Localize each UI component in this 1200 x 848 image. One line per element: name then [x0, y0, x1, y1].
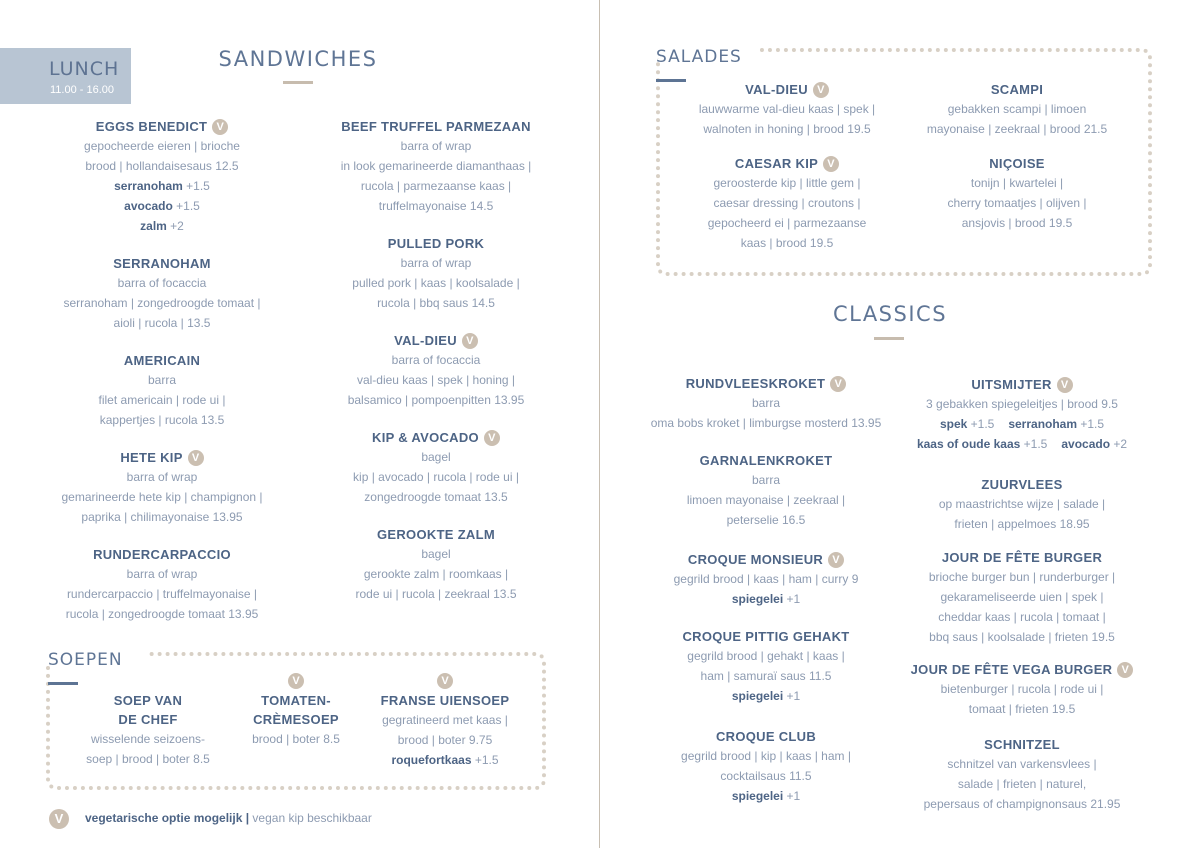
item-description: caesar dressing | croutons | [713, 196, 861, 210]
item-description: walnoten in honing | brood 19.5 [703, 122, 871, 136]
extra-option [940, 417, 994, 431]
extra-option [114, 179, 210, 193]
item-name [37, 254, 287, 273]
vegetarian-badge-icon: V [188, 450, 204, 466]
lunch-title: LUNCH [49, 58, 120, 80]
item-description: barra [751, 396, 780, 410]
item-name [677, 80, 897, 99]
extra-option-price: +1.5 [1077, 417, 1105, 431]
extra-option-bold: zalm [140, 219, 167, 233]
item-description: geroosterde kip | little gem | [713, 176, 861, 190]
extra-option-bold: avocado [1061, 437, 1111, 451]
item-description: frieten | appelmoes 18.95 [954, 517, 1090, 531]
item-description: zongedroogde tomaat 13.5 [364, 490, 508, 504]
item-description: 3 gebakken spiegeleitjes | brood 9.5 [926, 397, 1118, 411]
item-description: cherry tomaatjes | olijven | [947, 196, 1087, 210]
menu-item [641, 627, 891, 706]
item-description: gemarineerde hete kip | champignon | [61, 490, 263, 504]
item-description: kip | avocado | rucola | rode ui | [353, 470, 519, 484]
extra-option-price: +1 [783, 689, 801, 703]
item-name-text: CROQUE MONSIEUR [687, 552, 824, 567]
item-name [897, 375, 1147, 394]
extra-option-price: +2 [166, 219, 184, 233]
menu-item [897, 735, 1147, 814]
item-description: bietenburger | rucola | rode ui | [940, 682, 1104, 696]
extra-option-price: +1.5 [172, 199, 200, 213]
item-description: val-dieu kaas | spek | honing | [356, 373, 516, 387]
item-name [897, 548, 1147, 567]
extra-option [391, 753, 498, 767]
item-name-text: PULLED PORK [387, 236, 485, 251]
item-extra [641, 589, 891, 609]
vegetarian-badge-icon: V [830, 376, 846, 392]
vegetarian-badge-icon: V [462, 333, 478, 349]
item-description: aioli | rucola | 13.5 [113, 316, 211, 330]
extra-option [732, 789, 800, 803]
extra-option [1008, 417, 1104, 431]
item-description: gepocheerde eieren | brioche [84, 139, 240, 153]
vegetarian-badge-icon: V [484, 430, 500, 446]
item-name [311, 525, 561, 544]
extra-option-price: +2 [1110, 437, 1128, 451]
menu-item [897, 660, 1147, 719]
item-description: balsamico | pompoenpitten 13.95 [347, 393, 525, 407]
soepen-bar [48, 682, 78, 685]
item-description: barra [751, 473, 780, 487]
item-description: in look gemarineerde diamanthaas | [340, 159, 532, 173]
item-description: barra of wrap [126, 567, 198, 581]
legend-bold: vegetarische optie mogelijk [85, 811, 243, 825]
menu-item [311, 525, 561, 604]
legend-separator: | [242, 811, 253, 825]
item-description: schnitzel van varkensvlees | [947, 757, 1097, 771]
extra-option-price: +1 [783, 789, 801, 803]
item-description: cheddar kaas | rucola | tomaat | [938, 610, 1106, 624]
item-extra-row [897, 414, 1147, 434]
extra-option [732, 592, 800, 606]
extra-option [124, 199, 200, 213]
soup-veg-row [355, 672, 535, 691]
soepen-title: SOEPEN [48, 650, 123, 670]
vegetarian-badge-icon: V [1117, 662, 1133, 678]
extra-option-bold: avocado [124, 199, 173, 213]
item-description: gegrild brood | kip | kaas | ham | [681, 749, 851, 763]
item-name [311, 117, 561, 136]
vegetarian-badge-icon: V [1057, 377, 1073, 393]
item-description: gerookte zalm | roomkaas | [363, 567, 509, 581]
item-name-text: HETE KIP [120, 450, 183, 465]
extra-option [917, 437, 1047, 451]
item-description: salade | frieten | naturel, [957, 777, 1087, 791]
item-description: brood | boter 9.75 [397, 733, 493, 747]
menu-item [907, 154, 1127, 233]
classics-title: CLASSICS [832, 302, 948, 326]
lunch-hours: 11.00 - 16.00 [50, 84, 115, 96]
item-name [897, 475, 1147, 494]
item-name [641, 451, 891, 470]
item-description: rucola | zongedroogde tomaat 13.95 [65, 607, 259, 621]
item-name: TOMATEN- [261, 693, 331, 708]
menu-item [37, 351, 287, 430]
sandwiches-underline [283, 81, 313, 84]
item-description: brioche burger bun | runderburger | [928, 570, 1116, 584]
soup-item [355, 672, 535, 770]
item-description: serranoham | zongedroogde tomaat | [63, 296, 261, 310]
item-description: tomaat | frieten 19.5 [968, 702, 1076, 716]
item-description: peterselie 16.5 [726, 513, 806, 527]
item-description: bagel [421, 547, 451, 561]
menu-item [897, 475, 1147, 534]
item-name-text: JOUR DE FÊTE VEGA BURGER [910, 662, 1113, 677]
item-name [311, 331, 561, 350]
item-name-text: CROQUE PITTIG GEHAKT [682, 629, 850, 644]
menu-item [37, 545, 287, 624]
menu-item [907, 80, 1127, 139]
item-description: pulled pork | kaas | koolsalade | [352, 276, 520, 290]
item-name [897, 660, 1147, 679]
menu-item [677, 154, 897, 253]
item-name-text: EGGS BENEDICT [95, 119, 208, 134]
item-name-text: SERRANOHAM [113, 256, 211, 271]
item-description: barra of focaccia [117, 276, 207, 290]
item-name-text: ZUURVLEES [981, 477, 1063, 492]
item-name-text: JOUR DE FÊTE BURGER [941, 550, 1103, 565]
item-extra [641, 686, 891, 706]
item-description: ansjovis | brood 19.5 [961, 216, 1073, 230]
item-description: gegratineerd met kaas | [382, 713, 508, 727]
item-description: rucola | bbq saus 14.5 [377, 296, 495, 310]
item-description: bbq saus | koolsalade | frieten 19.5 [929, 630, 1115, 644]
extra-option-price: +1.5 [182, 179, 210, 193]
item-name [641, 374, 891, 393]
item-name-text: GEROOKTE ZALM [376, 527, 495, 542]
vegetarian-badge-icon: V [823, 156, 839, 172]
item-description: limoen mayonaise | zeekraal | [686, 493, 846, 507]
item-description: mayonaise | zeekraal | brood 21.5 [926, 122, 1108, 136]
item-name-text: SCHNITZEL [984, 737, 1060, 752]
item-name [311, 428, 561, 447]
item-name [641, 727, 891, 746]
item-extra [37, 216, 287, 236]
legend-rest: vegan kip beschikbaar [252, 811, 372, 825]
item-description: tonijn | kwartelei | [970, 176, 1064, 190]
item-name [907, 154, 1127, 173]
item-description: paprika | chilimayonaise 13.95 [81, 510, 243, 524]
menu-item [311, 234, 561, 313]
extra-option [1061, 437, 1127, 451]
vegetarian-badge-icon: V [437, 673, 453, 689]
menu-item [897, 548, 1147, 647]
vegetarian-badge-icon: V [288, 673, 304, 689]
item-description: barra of wrap [400, 139, 472, 153]
item-description: ham | samuraï saus 11.5 [700, 669, 832, 683]
item-name-text: AMERICAIN [123, 353, 201, 368]
menu-item [37, 448, 287, 527]
item-description: wisselende seizoens- [90, 732, 206, 746]
menu-item [897, 375, 1147, 454]
extra-option-bold: spiegelei [731, 592, 784, 606]
item-description: gepocheerd ei | parmezaanse [707, 216, 867, 230]
extra-option-bold: kaas of oude kaas [916, 437, 1021, 451]
item-description: filet americain | rode ui | [98, 393, 226, 407]
item-extra [37, 196, 287, 216]
legend-text [85, 811, 372, 825]
item-description: barra of wrap [400, 256, 472, 270]
extra-option-bold: spiegelei [731, 789, 784, 803]
item-description: lauwwarme val-dieu kaas | spek | [698, 102, 876, 116]
item-description: barra of wrap [126, 470, 198, 484]
extra-option-price: +1.5 [967, 417, 995, 431]
item-name [907, 80, 1127, 99]
menu-item [641, 727, 891, 806]
item-name [641, 627, 891, 646]
item-name-text: SCAMPI [990, 82, 1044, 97]
item-name-text: CROQUE CLUB [715, 729, 817, 744]
item-name [311, 234, 561, 253]
item-name-line2: DE CHEF [118, 712, 178, 727]
item-name-text: CAESAR KIP [734, 156, 819, 171]
item-name [37, 545, 287, 564]
extra-option [732, 689, 800, 703]
item-extra-row [897, 434, 1147, 454]
item-name [37, 448, 287, 467]
vegetarian-badge-icon: V [212, 119, 228, 135]
item-name-text: VAL-DIEU [745, 82, 808, 97]
menu-item [677, 80, 897, 139]
menu-item [311, 428, 561, 507]
item-name-text: RUNDERCARPACCIO [93, 547, 231, 562]
menu-item [641, 374, 891, 433]
vegetarian-badge-icon: V [49, 809, 69, 829]
item-name-text: KIP & AVOCADO [372, 430, 479, 445]
extra-option-bold: serranoham [1008, 417, 1078, 431]
vegetarian-badge-icon: V [828, 552, 844, 568]
item-description: barra [147, 373, 176, 387]
item-name-text: VAL-DIEU [394, 333, 457, 348]
item-name-text: BEEF TRUFFEL PARMEZAAN [341, 119, 531, 134]
item-extra [641, 786, 891, 806]
item-description: gegrild brood | kaas | ham | curry 9 [673, 572, 859, 586]
item-description: oma bobs kroket | limburgse mosterd 13.95 [650, 416, 882, 430]
item-name-text: GARNALENKROKET [699, 453, 833, 468]
item-description: gebakken scampi | limoen [947, 102, 1087, 116]
item-description: kappertjes | rucola 13.5 [99, 413, 225, 427]
item-description: brood | hollandaisesaus 12.5 [85, 159, 239, 173]
item-description: brood | boter 8.5 [252, 732, 340, 746]
item-description: kaas | brood 19.5 [740, 236, 834, 250]
item-description: rode ui | rucola | zeekraal 13.5 [355, 587, 517, 601]
item-name: FRANSE UIENSOEP [380, 693, 510, 708]
menu-item [37, 117, 287, 236]
classics-underline [874, 337, 904, 340]
right-page [600, 0, 1200, 848]
item-description: gekarameliseerde uien | spek | [940, 590, 1104, 604]
item-description: soep | brood | boter 8.5 [86, 752, 210, 766]
item-extra [37, 176, 287, 196]
extra-option-bold: serranoham [114, 179, 183, 193]
item-name-text: RUNDVLEESKROKET [685, 376, 826, 391]
item-name: SOEP VAN [113, 693, 183, 708]
item-name [37, 117, 287, 136]
item-description: bagel [421, 450, 451, 464]
menu-item [37, 254, 287, 333]
item-name-text: UITSMIJTER [971, 377, 1052, 392]
item-description: truffelmayonaise 14.5 [378, 199, 494, 213]
item-name [37, 351, 287, 370]
item-description: pepersaus of champignonsaus 21.95 [923, 797, 1121, 811]
item-name [897, 735, 1147, 754]
item-description: cocktailsaus 11.5 [720, 769, 812, 783]
extra-option-price: +1 [783, 592, 801, 606]
extra-option-bold: spiegelei [731, 689, 784, 703]
menu-item [311, 117, 561, 216]
extra-option-price: +1.5 [471, 753, 499, 767]
item-name [641, 550, 891, 569]
salades-title: SALADES [656, 47, 742, 67]
item-name-text: NIÇOISE [989, 156, 1045, 171]
item-description: gegrild brood | gehakt | kaas | [687, 649, 845, 663]
extra-option-price: +1.5 [1020, 437, 1048, 451]
item-description: barra of focaccia [391, 353, 481, 367]
item-description: rucola | parmezaanse kaas | [360, 179, 512, 193]
item-name [677, 154, 897, 173]
extra-option-bold: spek [939, 417, 968, 431]
menu-item [311, 331, 561, 410]
extra-option [140, 219, 184, 233]
item-description: op maastrichtse wijze | salade | [938, 497, 1106, 511]
vegetarian-badge-icon: V [813, 82, 829, 98]
menu-item [641, 550, 891, 609]
item-name-line2: CRÈMESOEP [253, 712, 339, 727]
sandwiches-title: SANDWICHES [218, 47, 378, 71]
menu-item [641, 451, 891, 530]
item-description: rundercarpaccio | truffelmayonaise | [66, 587, 258, 601]
item-extra [355, 750, 535, 770]
extra-option-bold: roquefortkaas [391, 753, 472, 767]
